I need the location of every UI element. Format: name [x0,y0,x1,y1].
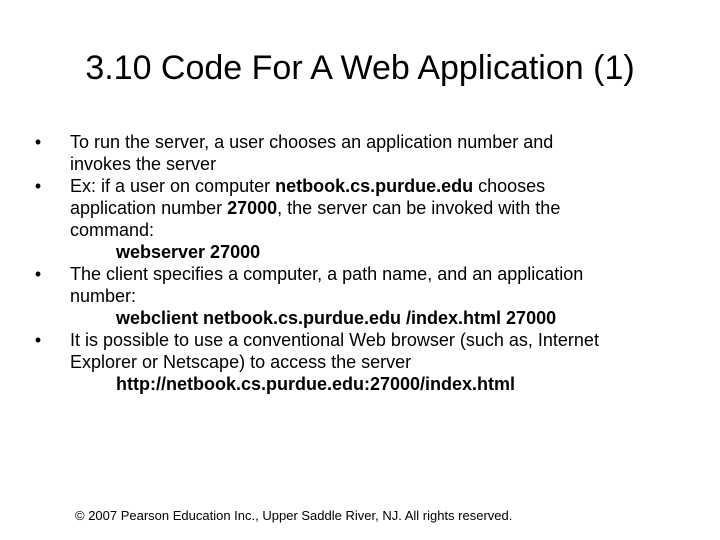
bullet-dot: • [34,176,42,196]
bullet-text-prefix: application number [70,198,228,218]
bullet-text-continued: command: [70,220,155,240]
bullet-text-continued: Explorer or Netscape) to access the server [70,352,412,372]
bullet-text-continued: number: [70,286,137,306]
slide-title: 3.10 Code For A Web Application (1) [85,49,635,87]
bullet-text: To run the server, a user chooses an application number and [70,132,554,152]
bullet-text-prefix: Ex: if a user on computer [70,176,276,196]
bullet-item [28,263,678,285]
bullet-dot: • [34,264,42,284]
bullet-text: The client specifies a computer, a path name, and an application [70,264,584,284]
port-number: 27000 [227,198,278,218]
bullet-text-continued [28,197,678,219]
bullet-list [28,131,678,395]
bullet-item [28,329,678,351]
bullet-text-continued: invokes the server [70,154,217,174]
url-example: http://netbook.cs.purdue.edu:27000/index.html [116,374,516,394]
bullet-text-suffix: chooses [473,176,546,196]
bullet-item [28,175,678,197]
bullet-dot: • [34,132,42,152]
bullet-text-suffix: , the server can be invoked with the [277,198,561,218]
hostname-text: netbook.cs.purdue.edu [275,176,474,196]
copyright-footer: © 2007 Pearson Education Inc., Upper Saddle River, NJ. All rights reserved. [75,508,513,523]
bullet-text: It is possible to use a conventional Web browser (such as, Internet [70,330,599,350]
command-example: webclient netbook.cs.purdue.edu /index.html 27000 [116,308,557,328]
bullet-dot: • [34,330,42,350]
command-example: webserver 27000 [116,242,261,262]
bullet-item [28,131,678,153]
